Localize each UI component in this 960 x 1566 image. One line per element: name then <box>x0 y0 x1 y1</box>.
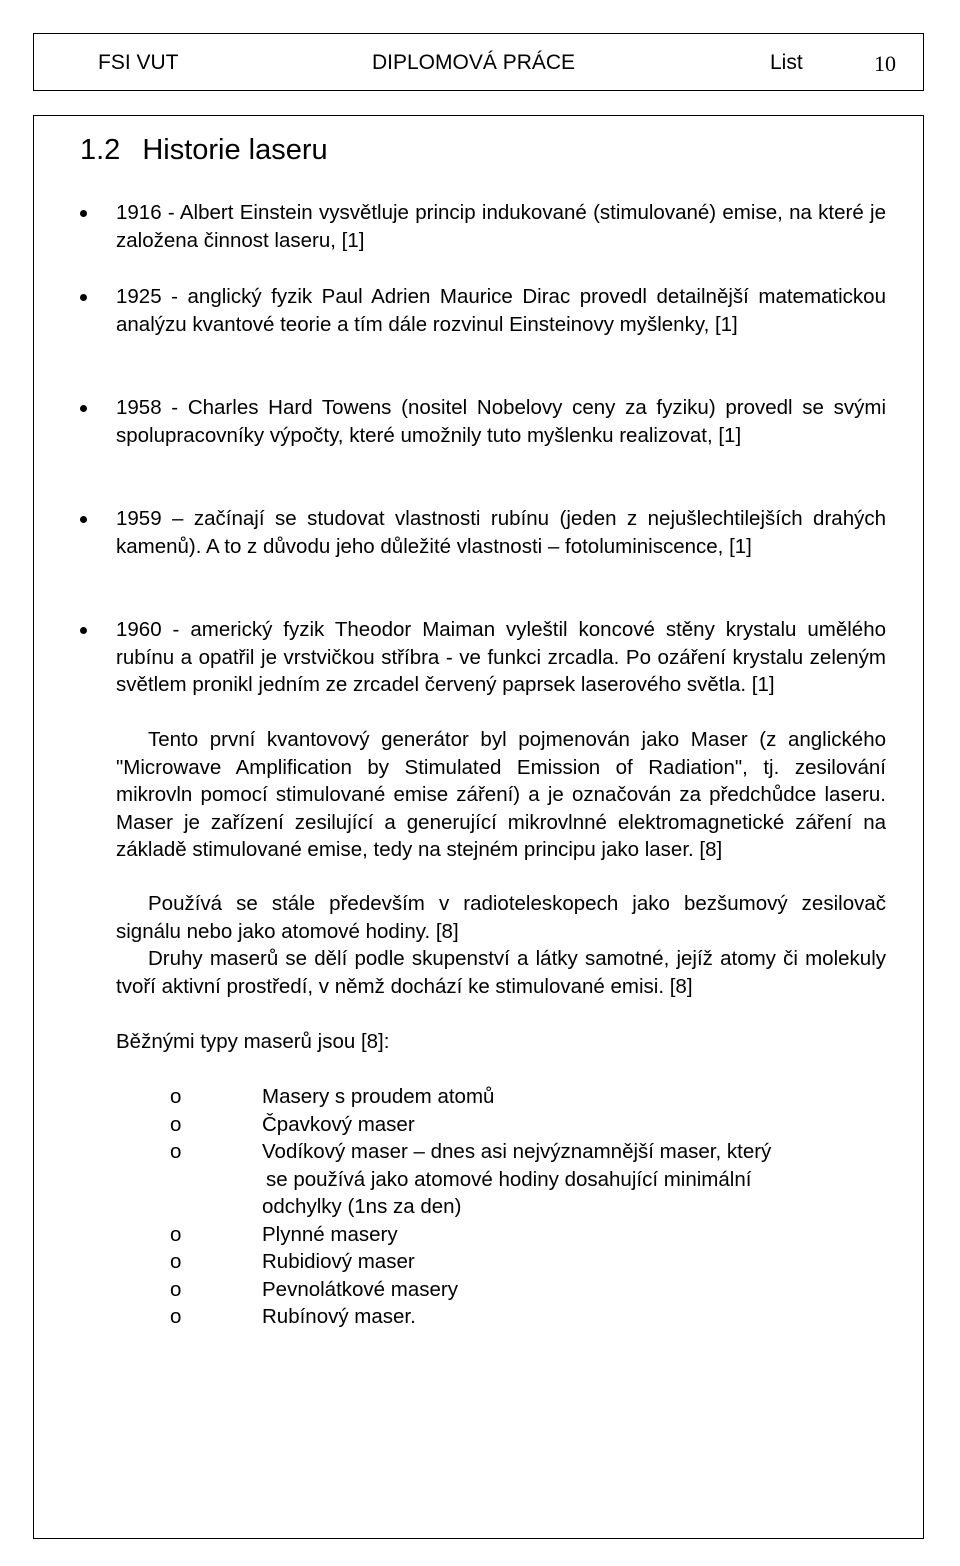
maser-type-label-cont: odchylky (1ns za den) <box>262 1195 462 1218</box>
maser-type-label: Plynné masery <box>262 1222 398 1246</box>
history-1958: 1958 - Charles Hard Towens (nositel Nobelovy ceny za fyziku) provedl se svými spolupracovníky výpočty, které umožnily tuto myšlenku realizovat, [1] <box>116 396 886 447</box>
maser-type-label: Rubínový maser. <box>262 1305 416 1328</box>
list-item <box>170 1276 890 1304</box>
history-1959: 1959 – začínají se studovat vlastnosti rubínu (jeden z nejušlechtilejších drahých kamenů). A to z důvodu jeho důležité vlastnosti – fotoluminiscence, [1] <box>116 507 886 558</box>
maser-type-label: Rubidiový maser <box>262 1250 415 1273</box>
list-item <box>170 1083 890 1111</box>
bullet-icon <box>80 294 87 301</box>
circle-bullet-icon: o <box>170 1250 182 1273</box>
maser-type-label-cont: se používá jako atomové hodiny dosahující minimální <box>266 1167 752 1191</box>
header-sheet-number: 10 <box>874 51 896 76</box>
list-item <box>170 1111 890 1139</box>
bullet-icon <box>80 405 87 412</box>
header-sheet-label: List <box>770 51 803 74</box>
maser-usage-paragraph: Používá se stále především v radioteleskopech jako bezšumový zesilovač signálu nebo jako atomové hodiny. [8] <box>116 892 886 943</box>
circle-bullet-icon: o <box>170 1112 182 1136</box>
bullet-icon <box>80 627 87 634</box>
maser-kinds-paragraph: Druhy maserů se dělí podle skupenství a látky samotné, jejíž atomy či molekuly tvoří aktivní prostředí, v němž dochází ke stimulované emisi. [8] <box>116 947 886 998</box>
circle-bullet-icon: o <box>170 1085 182 1108</box>
header-school: FSI VUT <box>98 51 179 74</box>
section-number: 1.2 <box>80 134 121 166</box>
section-title: Historie laseru <box>142 134 328 166</box>
circle-bullet-icon: o <box>170 1140 182 1163</box>
list-item <box>170 1303 890 1331</box>
bullet-icon <box>80 210 87 217</box>
maser-type-label: Pevnolátkové masery <box>262 1277 458 1301</box>
bullet-icon <box>80 516 87 523</box>
list-item <box>170 1221 890 1249</box>
maser-types-list <box>170 1083 890 1331</box>
maser-type-label: Vodíkový maser – dnes asi nejvýznamnější maser, který <box>262 1140 772 1163</box>
maser-type-label: Čpavkový maser <box>262 1112 415 1136</box>
circle-bullet-icon: o <box>170 1305 182 1328</box>
history-1916: 1916 - Albert Einstein vysvětluje princip indukované (stimulované) emise, na které je založena činnost laseru, [1] <box>116 201 886 252</box>
circle-bullet-icon: o <box>170 1222 182 1246</box>
header-doc-type: DIPLOMOVÁ PRÁCE <box>372 51 576 74</box>
circle-bullet-icon: o <box>170 1277 182 1301</box>
list-item <box>170 1248 890 1276</box>
maser-types-intro: Běžnými typy maserů jsou [8]: <box>116 1030 390 1053</box>
maser-type-label: Masery s proudem atomů <box>262 1085 495 1108</box>
history-1960: 1960 - americký fyzik Theodor Maiman vyleštil koncové stěny krystalu umělého rubínu a opatřil je vrstvičkou stříbra - ve funkci zrcadla. Po ozáření krystalu zeleným světlem pronikl jedním ze zrcadel červený paprsek laserového světla. [1] <box>116 618 886 696</box>
section-heading <box>80 134 328 167</box>
list-item <box>170 1138 890 1221</box>
history-1925: 1925 - anglický fyzik Paul Adrien Maurice Dirac provedl detailnější matematickou analýzu kvantové teorie a tím dále rozvinul Einsteinovy myšlenky, [1] <box>116 285 886 336</box>
maser-paragraph: Tento první kvantovový generátor byl pojmenován jako Maser (z anglického "Microwave Amplification by Stimulated Emission of Radiation", tj. zesilování mikrovln pomocí stimulované emise záření) a je označován za předchůdce laseru. Maser je zařízení zesilující a generující mikrovlnné elektromagnetické záření na základě stimulované emise, tedy na stejném principu jako laser. [8] <box>116 728 886 861</box>
page-header <box>33 33 924 91</box>
